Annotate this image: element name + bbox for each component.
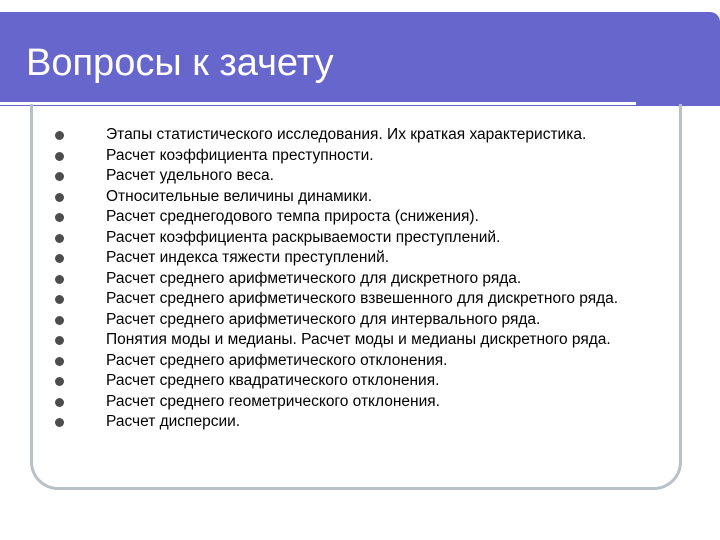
- list-item-text: Расчет среднего геометрического отклонения.: [106, 392, 440, 410]
- list-item-text: Расчет дисперсии.: [106, 413, 241, 430]
- list-item: [52, 289, 672, 310]
- list-item-text: Понятия моды и медианы. Расчет моды и медианы дискретного ряда.: [106, 331, 611, 348]
- list-item: [52, 412, 672, 433]
- list-item: [52, 310, 672, 331]
- list-item: [52, 207, 672, 228]
- list-item: [52, 166, 672, 187]
- bullet-dot-icon: [55, 254, 64, 263]
- list-item-text: Расчет среднего арифметического отклонения.: [106, 351, 448, 369]
- list-item: [52, 392, 672, 413]
- bullet-dot-icon: [55, 152, 64, 161]
- list-item: [52, 146, 672, 167]
- list-item-text: Расчет среднегодового темпа прироста (снижения).: [106, 208, 479, 225]
- list-item-text: Расчет удельного веса.: [106, 167, 274, 184]
- list-item: [52, 248, 672, 269]
- list-item: [52, 187, 672, 208]
- list-item-text: Этапы статистического исследования. Их краткая характеристика.: [106, 126, 587, 143]
- bullet-dot-icon: [55, 336, 64, 345]
- bullet-dot-icon: [55, 131, 64, 140]
- list-item-text: Расчет среднего арифметического для интервального ряда.: [106, 310, 541, 328]
- bullet-list: [52, 125, 672, 433]
- bullet-dot-icon: [55, 193, 64, 202]
- bullet-dot-icon: [55, 295, 64, 304]
- list-item-text: Расчет среднего квадратического отклонения.: [106, 372, 440, 389]
- title-bar: [0, 12, 720, 106]
- list-item: [52, 125, 672, 146]
- list-item: [52, 330, 672, 351]
- bullet-dot-icon: [55, 357, 64, 366]
- slide-title: Вопросы к зачету: [26, 42, 334, 84]
- bullet-dot-icon: [55, 234, 64, 243]
- bullet-dot-icon: [55, 418, 64, 427]
- bullet-dot-icon: [55, 172, 64, 181]
- list-item-text: Расчет коэффициента раскрываемости преступлений.: [106, 228, 501, 246]
- list-item: [52, 351, 672, 372]
- list-item: [52, 371, 672, 392]
- bullet-dot-icon: [55, 398, 64, 407]
- list-item-text: Расчет индекса тяжести преступлений.: [106, 249, 390, 266]
- bullet-dot-icon: [55, 275, 64, 284]
- bullet-dot-icon: [55, 213, 64, 222]
- list-item-text: Расчет среднего арифметического для дискретного ряда.: [106, 269, 522, 287]
- list-item: [52, 228, 672, 249]
- bullet-dot-icon: [55, 377, 64, 386]
- list-item-text: Расчет коэффициента преступности.: [106, 146, 374, 164]
- list-item-text: Относительные величины динамики.: [106, 187, 373, 205]
- bullet-dot-icon: [55, 316, 64, 325]
- list-item-text: Расчет среднего арифметического взвешенного для дискретного ряда.: [106, 290, 619, 307]
- list-item: [52, 269, 672, 290]
